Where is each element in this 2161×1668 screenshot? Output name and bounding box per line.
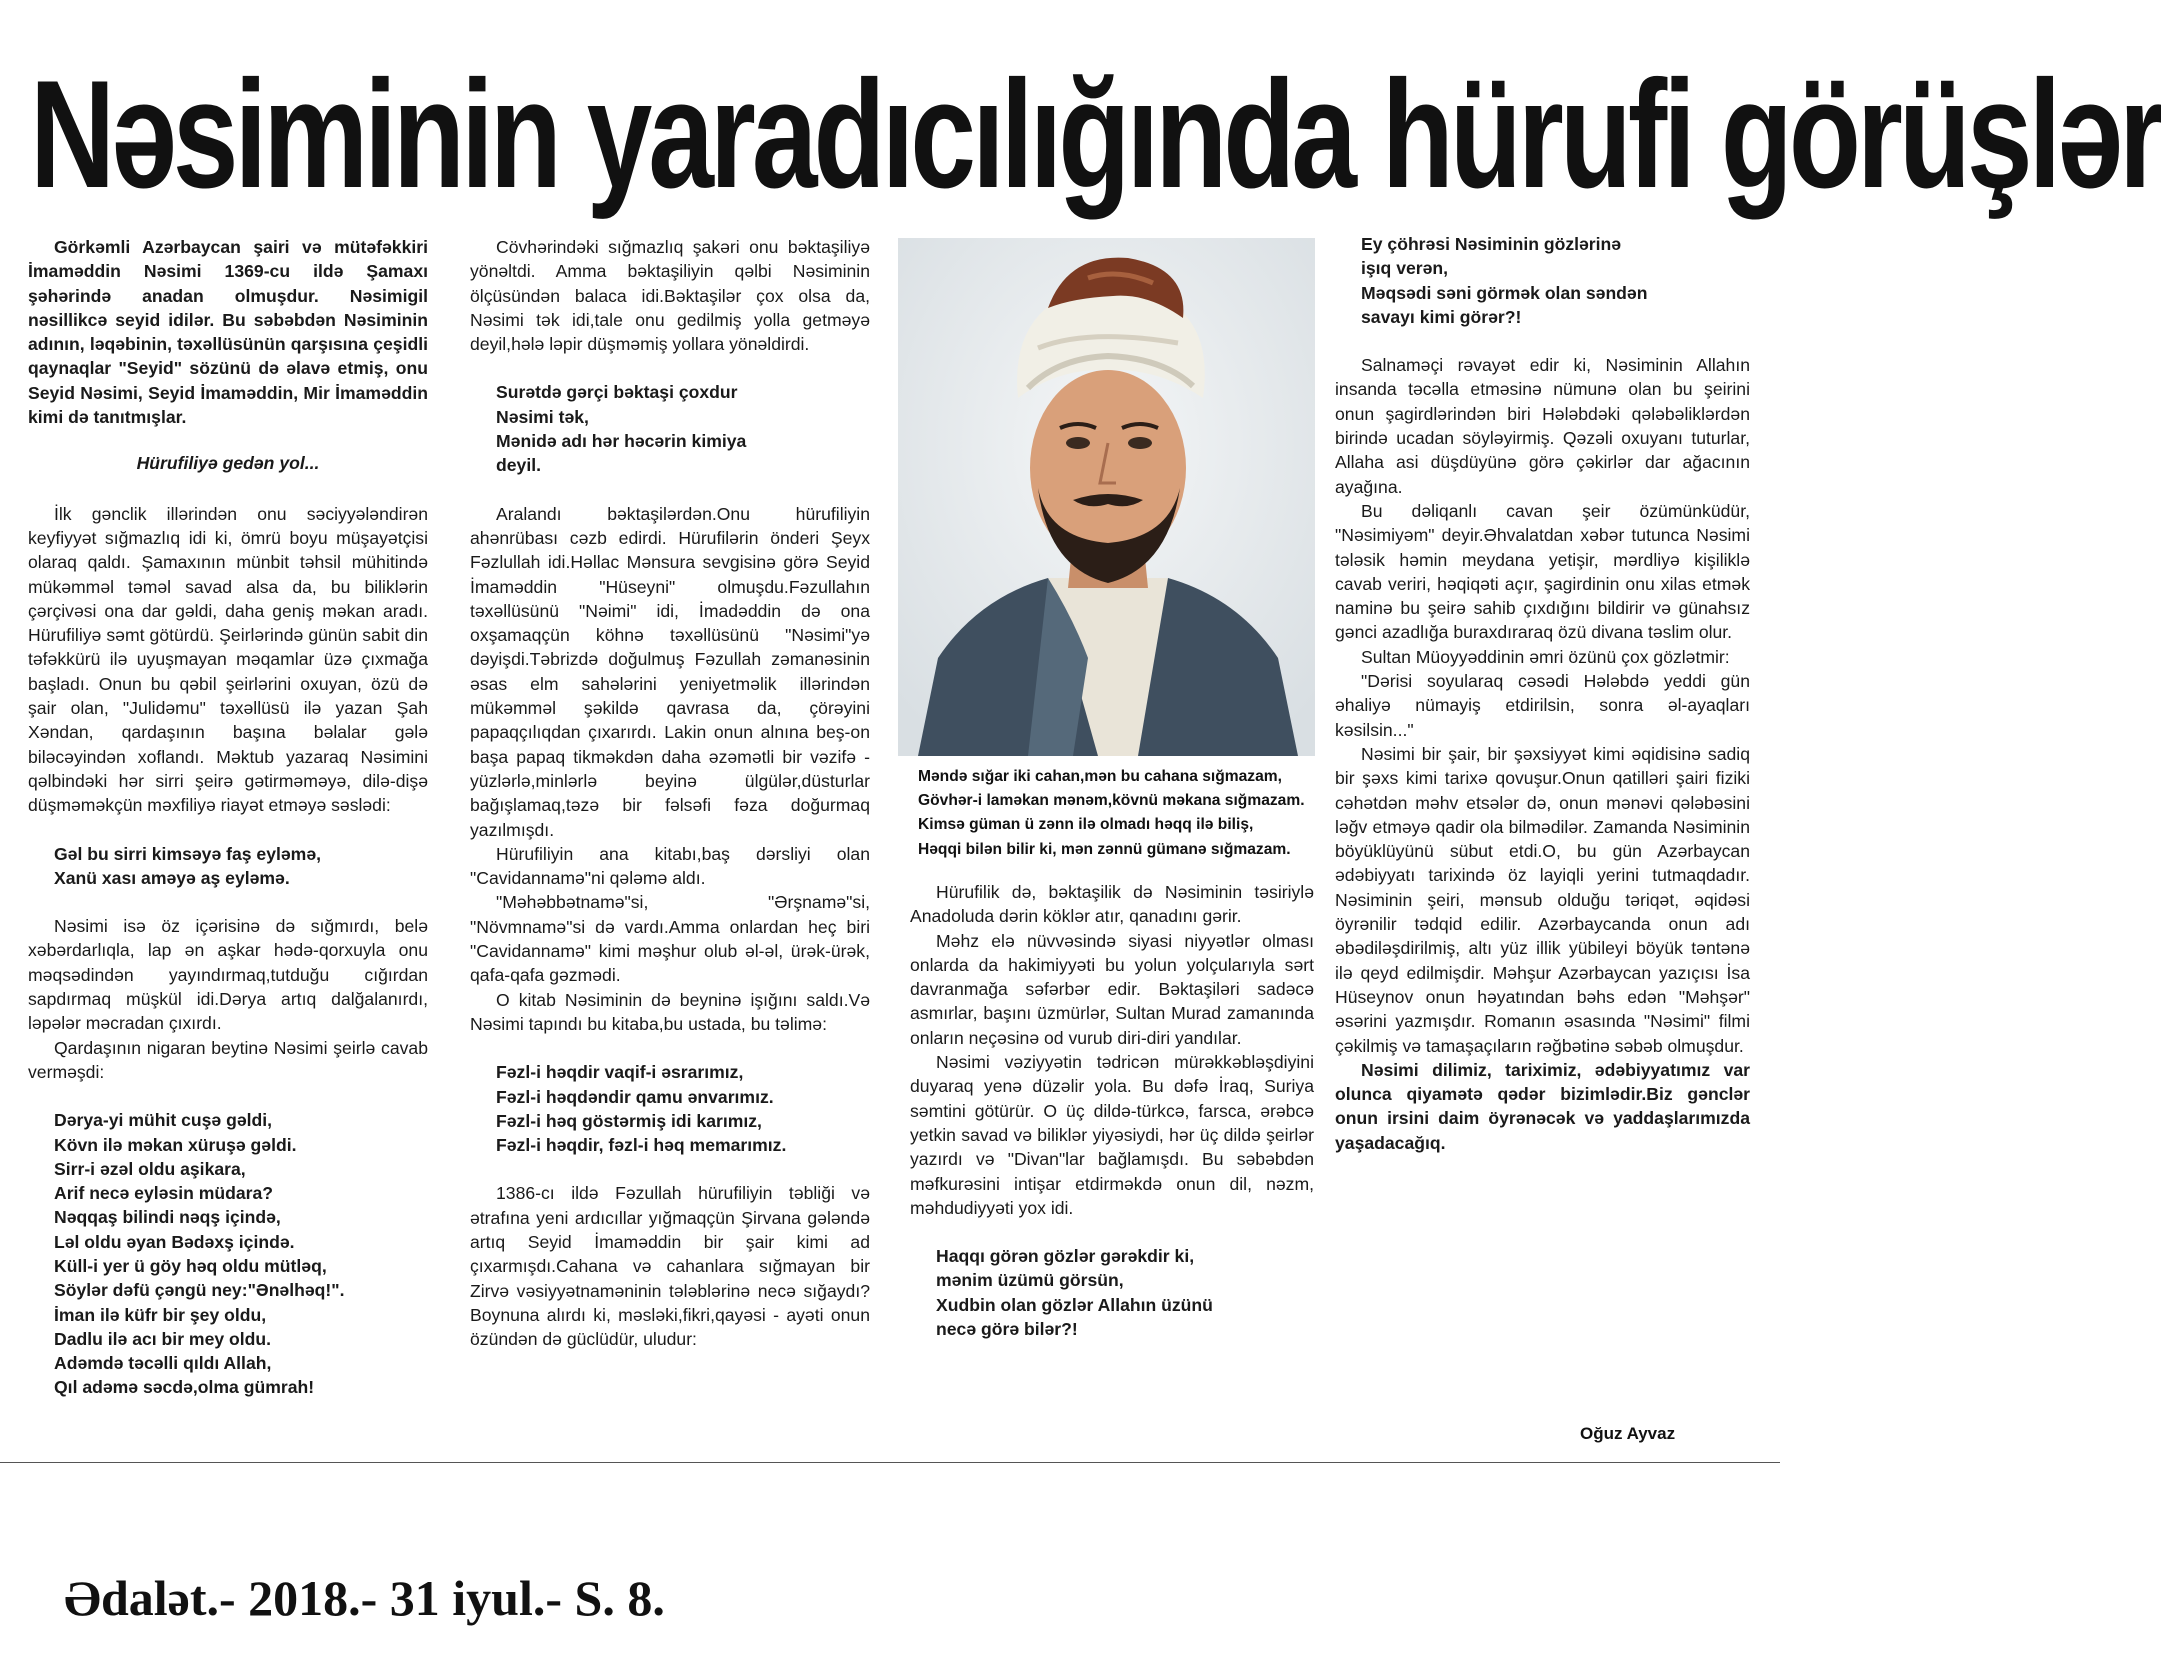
verse-line: Ləl oldu əyan Bədəxş içində. (54, 1231, 295, 1252)
verse-line: Surətdə gərçi bəktaşi çoxdur (496, 382, 738, 403)
paragraph: "Dərisi soyularaq cəsədi Hələbdə yeddi gün əhaliyə nümayiş etdirilsin, sonra əl-ayaqları kəsilsin..." (1335, 671, 1750, 740)
column-4 (1335, 232, 1750, 1155)
verse-line: Haqqı görən gözlər gərəkdir ki, (936, 1246, 1195, 1267)
verse-line: Fəzl-i həqdir, fəzl-i həq memarımız. (496, 1135, 787, 1156)
verse-line: Fəzl-i həq göstərmiş idi karımız, (496, 1110, 762, 1131)
verse-line: Xanü xası aməyə aş eyləmə. (54, 867, 290, 888)
caption-line: Məndə sığar iki cahan,mən bu cahana sığmazam, (918, 768, 1282, 785)
verse-line: Adəmdə təcəlli qıldı Allah, (54, 1353, 272, 1374)
paragraph: Hürufilik də, bəktaşilik də Nəsiminin təsiriylə Anadoluda dərin köklər atır, qanadını gərir. (910, 882, 1314, 927)
paragraph: İlk gənclik illərindən onu səciyyələndirən keyfiyyət sığmazlıq idi ki, ömrü boyu müşayətçisi olaraq qaldı. Şamaxının münbit təhsil mühitində mükəmməl təməl savad alsa da, bu biliklərin çərçivəsi ona dar gəldi, daha geniş məkan aradı. Hürufiliyə səmt götürdü. Şeirlərində günün sabit din təfəkkürü ilə uyuşmayan məqamlar üzə çıxmağa başladı. Onun bu qəbil şeirlərini oxuyan, özü də şair olan, "Julidəmu" təxəllüsü ilə yazan Şah Xəndan, qardaşının başına bəlalar gələ biləcəyindən xoflandı. Məktub yazaraq Nəsimini qəlbindəki hər sirri şeirə gətirməməyə, dilə-dişə düşməməkçün məxfiliyə riayət etməyə səslədi: (28, 503, 428, 816)
portrait-drawing (898, 238, 1315, 756)
verse-line: Xudbin olan gözlər Allahın üzünü (936, 1294, 1213, 1315)
column-3 (910, 880, 1314, 1365)
paragraph: Məhz elə nüvvəsində siyasi niyyətlər olması onlarda da hakimiyyəti bu yolun yolçularıyla sərt davranmağa səfərbər edir. Bəktaşiləri sadəcə asmırlar, başını üzmürlər, Sultan Murad zamanında onların neçəsinə od vurub diri-diri yandılar. (910, 930, 1314, 1048)
portrait-illustration (898, 238, 1315, 756)
verse-line: Fəzl-i həqdir vaqif-i əsrarımız, (496, 1062, 744, 1083)
author-byline: Oğuz Ayvaz (1580, 1424, 1676, 1443)
verse-block (936, 1244, 1314, 1341)
lead-paragraph: Görkəmli Azərbaycan şairi və mütəfəkkiri İmaməddin Nəsimi 1369-cu ildə Şamaxı şəhərində anadan olmuşdur. Nəsimigil nəsillikcə seyid idilər. Bu səbəbdən Nəsiminin adının, ləqəbinin, təxəllüsünün qarşısına çeşidli qaynaqlar "Seyid" sözünü də əlavə etmiş, onu Seyid Nəsimi, Seyid İmaməddin, Mir İmaməddin kimi də tanıtmışlar. (28, 237, 428, 428)
paragraph: Nəsimi vəziyyətin tədricən mürəkkəbləşdiyini duyaraq yenə düzəlir yola. Bu dəfə İraq, Suriya səmtini götürür. O üç dildə-türkcə, farsca, ərəbcə yetkin savad və biliklər yiyəsiydi, hər üç dildə şeirlər yazırdı və "Divan"lar bağlamışdı. Bu səbəbdən məfkurəsini intişar etdirməkdə onun dil, nəzm, məhdudiyyəti yox idi. (910, 1052, 1314, 1218)
paragraph: Cövhərindəki sığmazlıq şakəri onu bəktaşiliyə yönəltdi. Amma bəktaşiliyin qəlbi Nəsiminin ölçüsündən balaca idi.Bəktaşilər çox olsa da, Nəsimi tək idi,tale onu gedilmiş yolla getməyə deyil,hələ ləpir düşməmiş yollara yönəldirdi. (470, 237, 870, 355)
column-1 (28, 235, 428, 1424)
verse-line: Söylər dəfü çəngü ney:"Ənəlhəq!". (54, 1280, 345, 1301)
verse-line: Qıl adəmə səcdə,olma gümrah! (54, 1377, 315, 1398)
verse-block (496, 380, 870, 477)
verse-line: Fəzl-i həqdəndir qamu ənvarımız. (496, 1086, 774, 1107)
subheading: Hürufiliyə gedən yol... (136, 453, 320, 474)
verse-line: Gəl bu sirri kimsəyə faş eyləmə, (54, 843, 321, 864)
photo-caption (918, 765, 1328, 862)
caption-line: Gövhər-i laməkan mənəm,kövnü məkana sığmazam. (918, 792, 1305, 810)
verse-block (54, 842, 428, 891)
verse-line: İman ilə küfr bir şey oldu, (54, 1304, 267, 1325)
verse-block (496, 1060, 870, 1157)
closing-paragraph: Nəsimi dilimiz, tariximiz, ədəbiyyatımız var olunca qiyamətə qədər bizimlədir.Biz gənclər onun irsini daim öyrənəcək və yaddaşlarımızda yaşadacağıq. (1335, 1059, 1750, 1153)
divider (0, 1462, 1780, 1463)
paragraph: "Məhəbbətnamə"si, "Ərşnamə"si, "Növmnamə"si də vardı.Amma onlardan heç biri "Cavidannamə" kimi məşhur olub əl-əl, ürək-ürək, qafa-qafa gəzmədi. (470, 892, 870, 986)
verse-line: mənim üzümü görsün, (936, 1270, 1124, 1291)
paragraph: Nəsimi bir şair, bir şəxsiyyət kimi əqidisinə sadiq bir şəxs kimi tarixə qovuşur.Onun qatilləri şairi fiziki cəhətdən məhv etsələr də, onun mənəvi qələbəsini ləğv etməyə qadir ola bilmədilər. Zamanda Nəsiminin böyüklüyünü sübut etdi.O, bu gün Azərbaycan ədəbiyyatı tarixində öz layiqli yerini tutmaqdadır. Nəsiminin şeiri, mənsub olduğu təriqət, əqidəsi öyrənilir tədqid edilir. Azərbaycanda onun adı əbədiləşdirilmiş, altı yüz illik yübileyi böyük təntənə ilə qeyd edilmişdir. Məhşur Azərbaycan yazıçısı İsa Hüseynov onun həyatından bəhs edən "Məhşər" əsərini yazmışdır. Romanın əsasında "Nəsimi" filmi çəkilmiş və tamaşaçıların rəğbətinə səbəb olmuşdur. (1335, 743, 1750, 1056)
paragraph: O kitab Nəsiminin də beyninə işığını saldı.Və Nəsimi tapındı bu kitaba,bu ustada, bu təlimə: (470, 989, 870, 1034)
verse-line: Kövn ilə məkan xüruşə gəldi. (54, 1134, 297, 1155)
verse-line: Sirr-i əzəl oldu aşikara, (54, 1158, 246, 1179)
verse-line: Ey çöhrəsi Nəsiminin gözlərinə (1361, 234, 1622, 254)
verse-line: savayı kimi görər?! (1361, 306, 1522, 327)
verse-line: işıq verən, (1361, 258, 1449, 279)
source-citation: Ədalət.- 2018.- 31 iyul.- S. 8. (64, 1570, 665, 1626)
verse-line: Nəqqaş bilindi nəqş içində, (54, 1207, 281, 1228)
paragraph: Sultan Müoyyəddinin əmri özünü çox gözlətmir: (1361, 646, 1730, 667)
paragraph: Qardaşının nigaran beytinə Nəsimi şeirlə cavab verməşdi: (28, 1037, 428, 1082)
verse-line: necə görə bilər?! (936, 1319, 1078, 1340)
paragraph: Salnaməçi rəvayət edir ki, Nəsiminin Allahın insanda təcəlla etməsinə nümunə olan bu şeirini onun şagirdlərindən biri Hələbdəki qələbəliklərdən birində ucadan söyləyirmiş. Qəzəli oxuyanı tuturlar, Allaha asi düşdüyünə görə çəkirlər dar ağacının ayağına. (1335, 355, 1750, 497)
verse-line: Arif necə eyləsin müdara? (54, 1183, 274, 1204)
caption-line: Həqqi bilən bilir ki, mən zənnü gümanə sığmazam. (918, 840, 1291, 858)
verse-block (1361, 232, 1750, 329)
verse-line: Dadlu ilə acı bir mey oldu. (54, 1328, 272, 1349)
paragraph: Hürufiliyin ana kitabı,baş dərsliyi olan "Cavidannamə"ni qələmə aldı. (470, 843, 870, 889)
paragraph: Nəsimi isə öz içərisinə də sığmırdı, belə xəbərdarlıqla, lap ən aşkar hədə-qorxuyla onu məqsədindən yayındırmaq,tutduğu cığırdan sapdırmaq müşkül idi.Dərya artıq dalğalanırdı, ləpələr məcradan çıxırdı. (28, 916, 428, 1034)
verse-block (54, 1108, 428, 1400)
verse-line: Nəsimi tək, (496, 406, 589, 427)
verse-line: Dərya-yi mühit cuşə gəldi, (54, 1110, 273, 1131)
column-2 (470, 235, 870, 1351)
paragraph: Aralandı bəktaşilərdən.Onu hürufiliyin ahənrübası cəzb edirdi. Hürufilərin önderi Şeyx Fəzlullah idi.Həllac Mənsura sevgisinə görə Seyid İmaməddin "Hüseyni" olmuşdu.Fəzullahın təxəllüsünü "Nəimi" idi, İmadəddin də ona oxşamaqçün köhnə təxəllüsünü "Nəsimi"yə dəyişdi.Təbrizdə doğulmuş Fəzullah zəmanəsinin əsas elm sahələrini yeniyetməlik illərindən mükəmməl şəkildə qavrasa da, çörəyini papaqçılıqdan çıxarırdı. Lakin onun alnına beş-on başa papaq tikməkdən daha əzəmətli bir vəzifə - yüzlərlə,minlərlə beyinə ülgülər,düsturlar bağışlamaq,təzə bir fəlsəfi fəza doğurmaq yazılmışdı. (470, 503, 870, 840)
verse-line: Mənidə adı hər həcərin kimiya (496, 431, 747, 452)
headline: Nəsiminin yaradıcılığında hürufi görüşlər (30, 49, 2161, 221)
verse-line: Məqsədi səni görmək olan səndən (1361, 282, 1648, 303)
caption-line: Kimsə güman ü zənn ilə olmadı həqq ilə biliş, (918, 816, 1254, 834)
paragraph: 1386-cı ildə Fəzullah hürufiliyin təbliği və ətrafına yeni ardıcıllar yığmaqçün Şirvana gələndə artıq Seyid İmaməddin bir şair kimi ad çıxarmışdı.Cahana və cahanlara sığmayan bir Zirvə vəsiyyətnaməninin tələblərinə necə sığaydı? Boynuna alırdı ki, məsləki,fikri,qayəsi - ayəti onun özündən də güclüdür, uludur: (470, 1183, 870, 1350)
verse-line: deyil. (496, 455, 541, 476)
verse-line: Küll-i yer ü göy həq oldu mütləq, (54, 1255, 327, 1276)
paragraph: Bu dəliqanlı cavan şeir özümünküdür, "Nəsimiyəm" deyir.Əhvalatdan xəbər tutunca Nəsimi tələsik həmin meydana yetişir, mərdliyə kişiliklə cavab veriri, həqiqəti açır, şagirdinin onu xilas etmək naminə bu şeirə sahib çıxdığını bildirir və günahsız gənci azadlığa buraxdıraraq özü divana təslim olur. (1335, 500, 1750, 643)
